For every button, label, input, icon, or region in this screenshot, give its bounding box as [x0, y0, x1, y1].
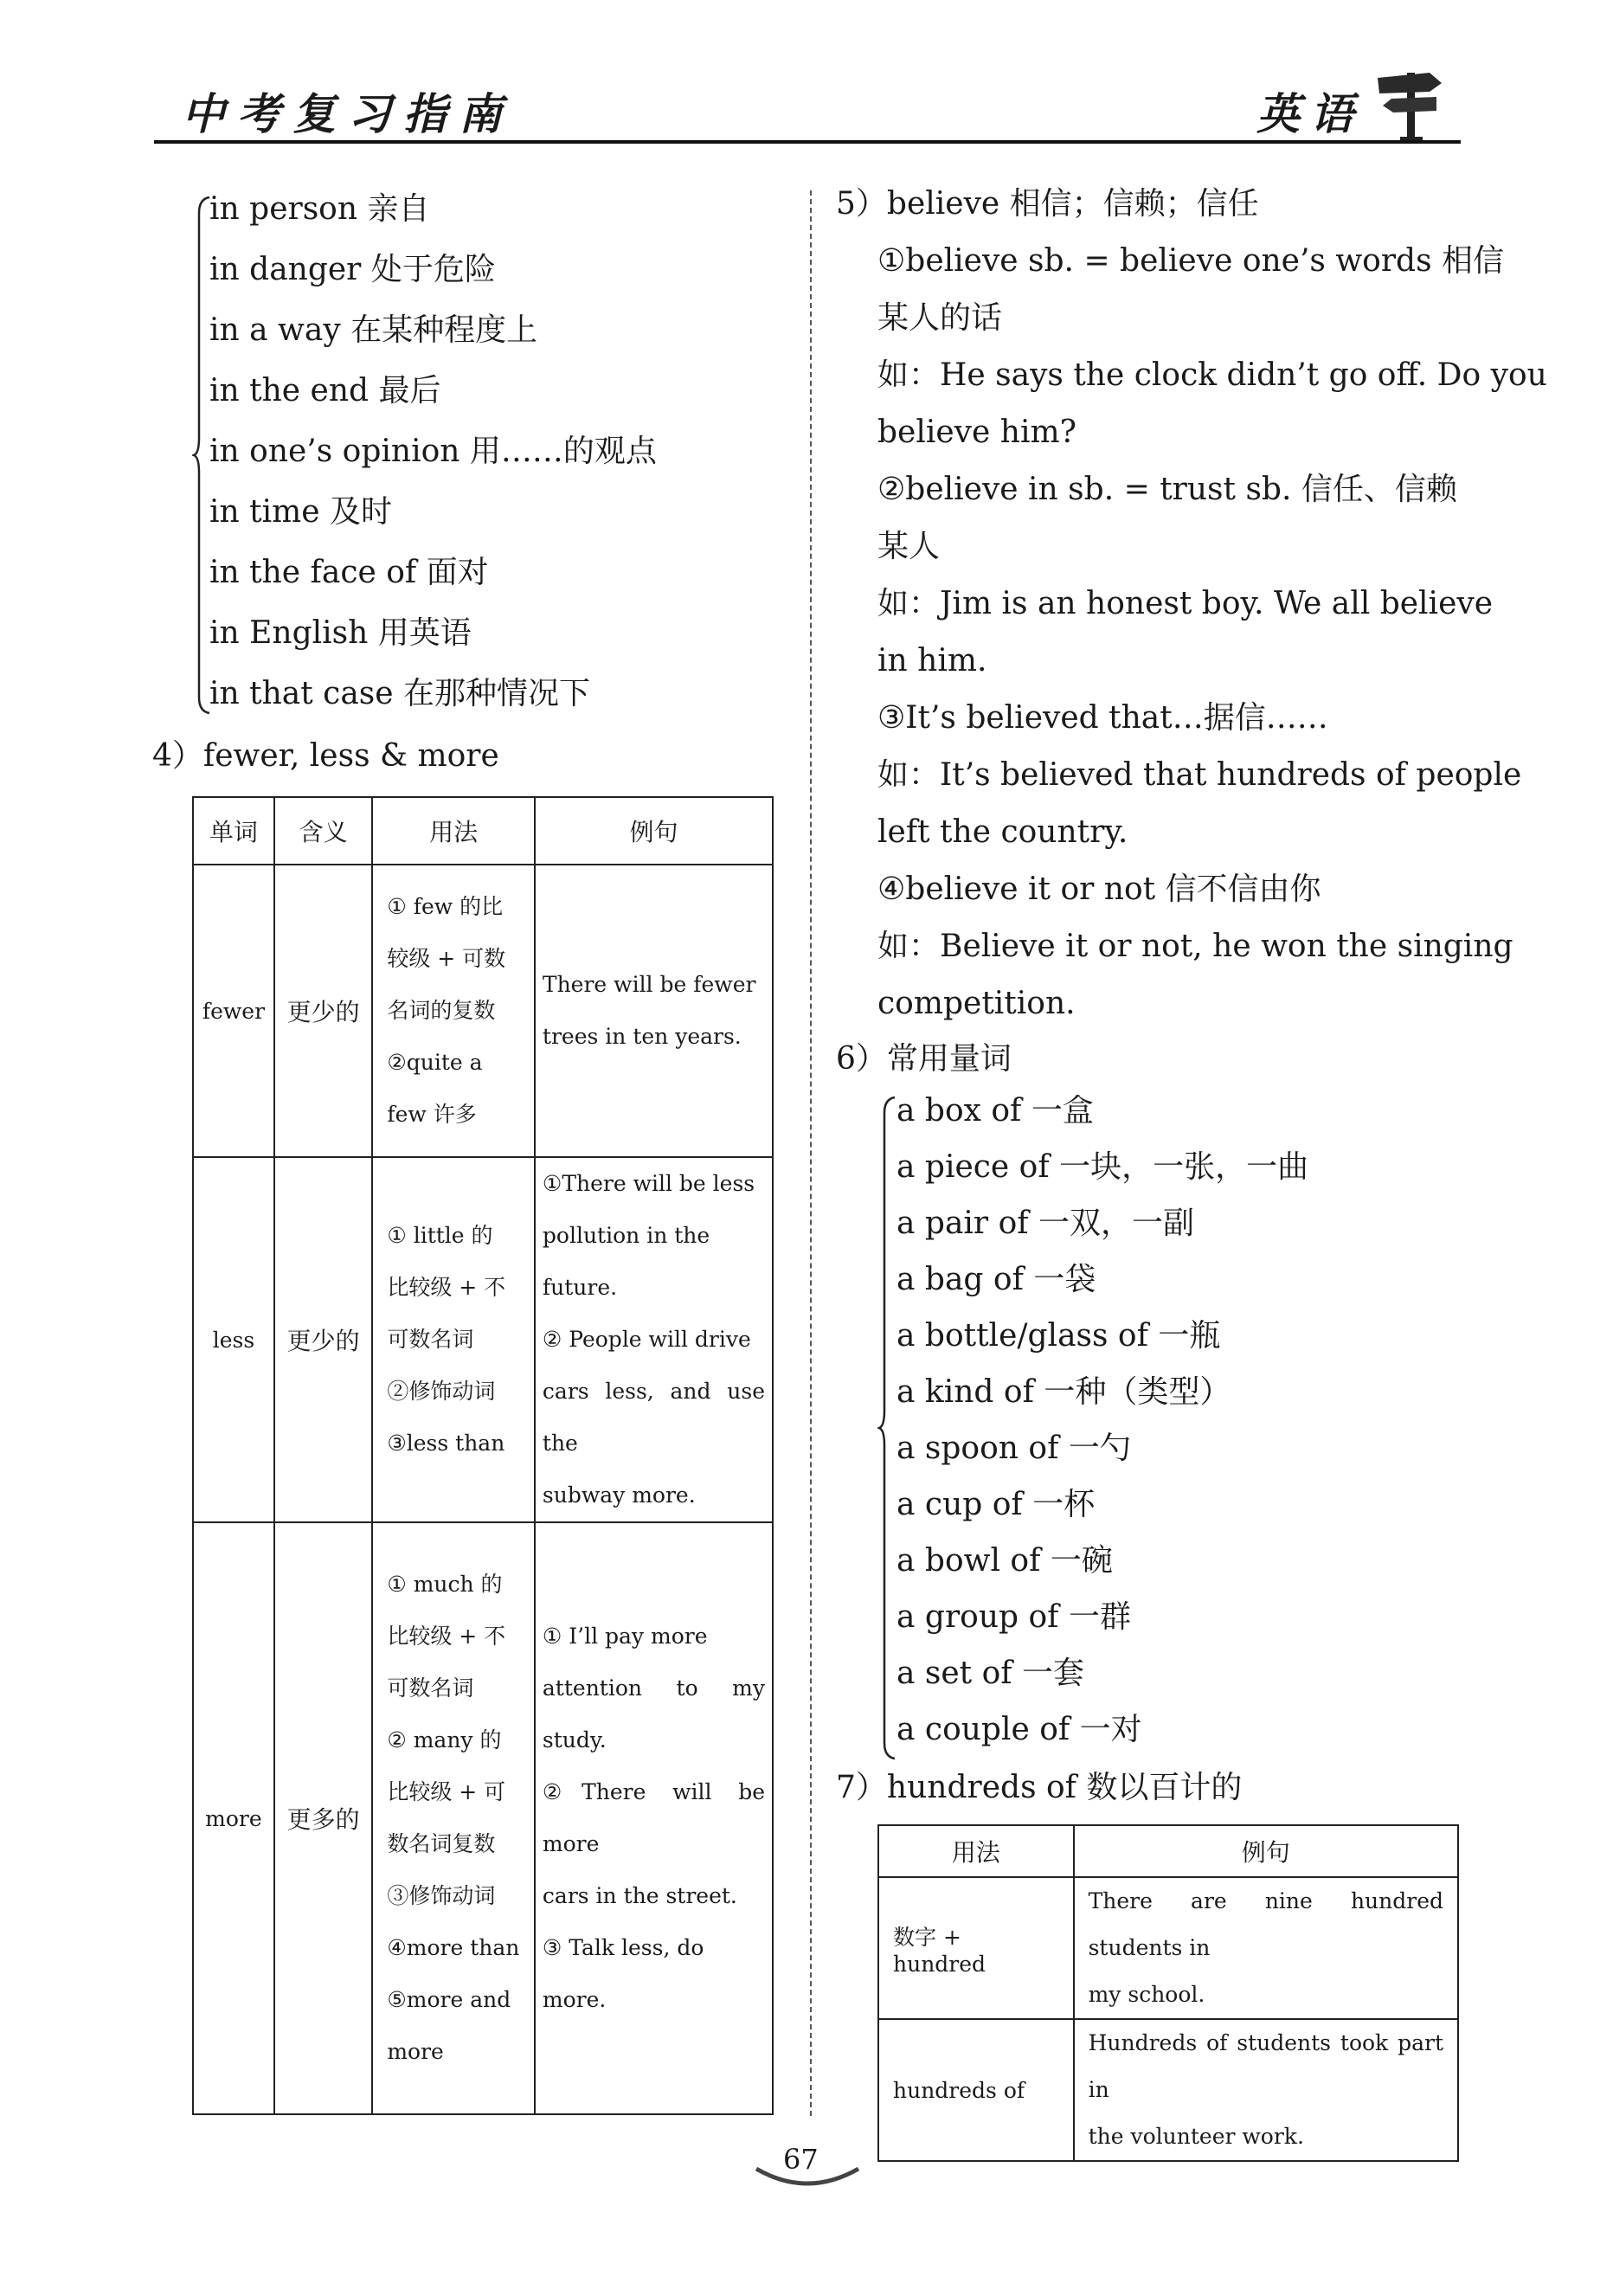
- example-cell: There are nine hundred students in my school.: [1088, 1888, 1443, 2007]
- page-number-ornament: [753, 2164, 862, 2193]
- header-rule: [154, 140, 1461, 144]
- quantifier-item: a pair of 一双，一副: [896, 1206, 1195, 1241]
- hundreds-table: [877, 1824, 1459, 2162]
- section-5-line: in him.: [877, 643, 987, 679]
- section-5-line: left the country.: [877, 814, 1128, 850]
- book-title: 中考复习指南: [182, 88, 514, 139]
- section-5-line: ②believe in sb. = trust sb. 信任、信赖: [877, 472, 1457, 507]
- table-header-row: [193, 797, 773, 865]
- quantifier-item: a cup of 一杯: [896, 1487, 1096, 1522]
- usage-cell: hundreds of: [878, 2019, 1074, 2161]
- section-5-title: 5）believe 相信；信赖；信任: [836, 186, 1259, 222]
- comparison-table: [192, 796, 774, 2115]
- header-example: 例句: [1074, 1825, 1458, 1877]
- quantifier-item: a piece of 一块，一张，一曲: [896, 1149, 1309, 1185]
- section-5-line: believe him?: [877, 415, 1076, 450]
- meaning-cell: 更多的: [274, 1522, 372, 2114]
- in-phrase: in the end 最后: [209, 373, 441, 408]
- section-5-line: ④believe it or not 信不信由你: [877, 871, 1321, 907]
- in-phrase: in that case 在那种情况下: [209, 676, 591, 711]
- in-phrase: in a way 在某种程度上: [209, 312, 538, 348]
- column-divider: [810, 190, 812, 2116]
- section-5-line: 如：It’s believed that hundreds of people: [877, 757, 1522, 793]
- usage-cell: ① little 的 比较级 + 不 可数名词 ②修饰动词 ③less than: [387, 1223, 506, 1456]
- quantifier-item: a set of 一套: [896, 1656, 1085, 1691]
- in-phrase: in danger 处于危险: [209, 252, 496, 287]
- section-5-line: ①believe sb. = believe one’s words 相信: [877, 243, 1505, 279]
- example-cell: Hundreds of students took part in the volunteer work.: [1088, 2030, 1443, 2149]
- word-cell: fewer: [193, 865, 274, 1157]
- header-meaning: 含义: [274, 797, 372, 865]
- meaning-cell: 更少的: [274, 865, 372, 1157]
- in-phrase: in time 及时: [209, 494, 393, 530]
- section-5-line: 如：Jim is an honest boy. We all believe: [877, 586, 1494, 621]
- section-5-line: 如：Believe it or not, he won the singing: [877, 929, 1513, 964]
- in-phrase: in person 亲自: [209, 191, 430, 227]
- header-example: 例句: [535, 797, 773, 865]
- word-cell: more: [193, 1522, 274, 2114]
- signpost-icon: [1376, 66, 1445, 140]
- in-phrase: in English 用英语: [209, 615, 472, 651]
- quantifier-item: a couple of 一对: [896, 1712, 1142, 1747]
- in-phrase: in one’s opinion 用……的观点: [209, 434, 657, 469]
- usage-cell: 数字 + hundred: [878, 1877, 1074, 2019]
- section-5-line: ③It’s believed that…据信……: [877, 700, 1328, 736]
- usage-cell: ① much 的 比较级 + 不 可数名词 ② many 的 比较级 + 可 数名词复数 ③修饰动词 ④more than ⑤more and more: [387, 1572, 520, 2064]
- page-number: 67: [783, 2143, 819, 2176]
- table-row: [193, 1157, 773, 1522]
- header-usage: 用法: [878, 1825, 1074, 1877]
- table-row: [878, 2019, 1458, 2161]
- section-5-line: 某人的话: [877, 300, 1003, 336]
- word-cell: less: [193, 1157, 274, 1522]
- example-cell: ①There will be less pollution in the future. ② People will drive cars less, and use the subway more.: [542, 1171, 765, 1508]
- table-header-row: [878, 1825, 1458, 1877]
- subject-title: 英语: [1256, 88, 1364, 139]
- quantifier-item: a bowl of 一碗: [896, 1543, 1113, 1579]
- header-usage: 用法: [372, 797, 535, 865]
- example-cell: ① I’ll pay more attention to my study. ②There will be more cars in the street. ③ Talk less, do more.: [542, 1624, 765, 2012]
- section-5-line: 某人: [877, 529, 941, 564]
- section-4-title: 4）fewer, less & more: [152, 738, 499, 774]
- header-word: 单词: [193, 797, 274, 865]
- section-5-line: competition.: [877, 986, 1076, 1021]
- section-5-line: 如：He says the clock didn’t go off. Do you: [877, 357, 1547, 393]
- in-phrase: in the face of 面对: [209, 555, 489, 590]
- meaning-cell: 更少的: [274, 1157, 372, 1522]
- usage-cell: ① few 的比 较级 + 可数 名词的复数 ②quite a few 许多: [387, 894, 506, 1127]
- table-row: [193, 1522, 773, 2114]
- section-6-title: 6）常用量词: [836, 1041, 1012, 1077]
- table-row: [878, 1877, 1458, 2019]
- quantifier-item: a kind of 一种（类型）: [896, 1374, 1231, 1410]
- quantifier-item: a box of 一盒: [896, 1093, 1094, 1129]
- quantifier-item: a spoon of 一勺: [896, 1431, 1131, 1466]
- right-brace: [877, 1096, 898, 1760]
- example-cell: There will be fewer trees in ten years.: [542, 972, 756, 1049]
- quantifier-item: a group of 一群: [896, 1599, 1131, 1635]
- quantifier-item: a bottle/glass of 一瓶: [896, 1318, 1221, 1354]
- section-7-title: 7）hundreds of 数以百计的: [836, 1770, 1243, 1805]
- quantifier-item: a bag of 一袋: [896, 1262, 1096, 1297]
- table-row: [193, 865, 773, 1157]
